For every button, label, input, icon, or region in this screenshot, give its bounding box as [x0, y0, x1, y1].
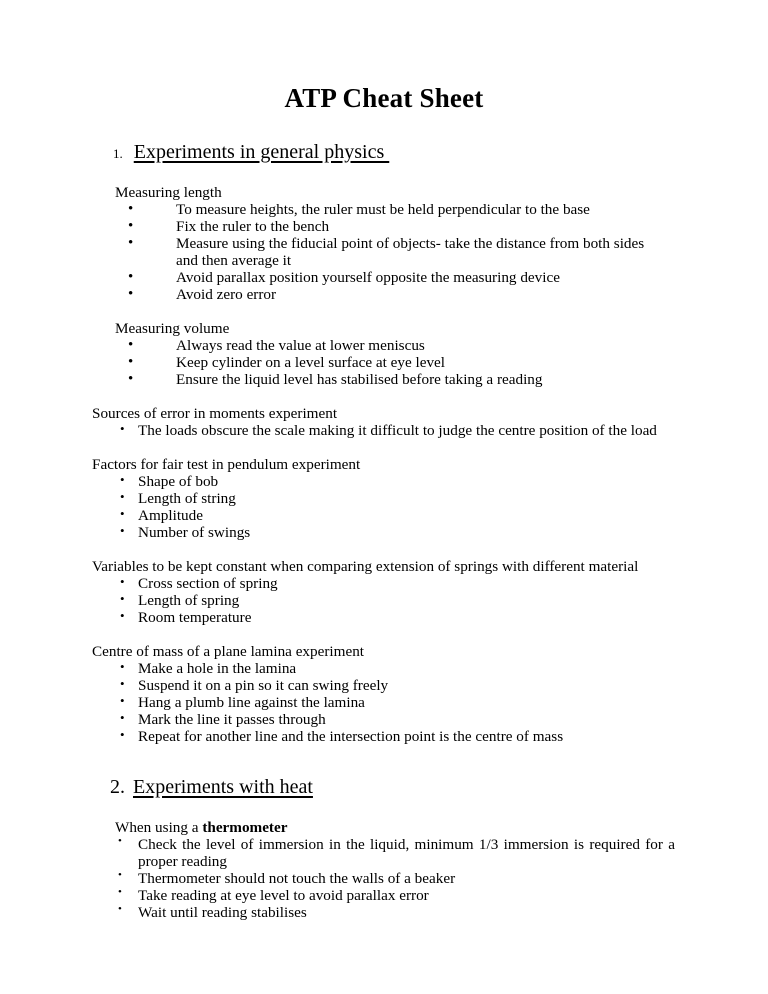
group-title: Measuring length — [115, 183, 222, 201]
list-item-text: Suspend it on a pin so it can swing freely — [138, 677, 389, 695]
group-title-prefix: When using a — [115, 819, 203, 837]
bullet-icon: • — [128, 234, 134, 251]
list-item-text: Length of string — [138, 489, 236, 507]
list-item — [120, 728, 668, 745]
section-number-1: 1. — [113, 145, 123, 161]
group-centre-of-mass — [92, 643, 668, 745]
group-pendulum-fair-test — [92, 456, 668, 541]
section-heading-1-text: Experiments in general physics — [133, 140, 390, 163]
section-heading-2 — [0, 775, 768, 799]
list-item-text: To measure heights, the ruler must be held perpendicular to the base — [176, 200, 590, 218]
list-item-text: Mark the line it passes through — [138, 711, 326, 729]
bullet-icon: • — [120, 608, 125, 624]
group-title: Centre of mass of a plane lamina experiment — [92, 643, 365, 661]
bullet-icon: • — [128, 200, 134, 217]
group-title: Variables to be kept constant when comparing extension of springs with different material — [92, 557, 639, 575]
group-title: Factors for fair test in pendulum experiment — [92, 455, 361, 473]
group-title: Sources of error in moments experiment — [92, 404, 338, 422]
list-item — [120, 711, 668, 728]
bullet-icon: • — [120, 710, 125, 726]
list-item — [118, 836, 675, 870]
list-item — [118, 904, 675, 921]
list-item — [120, 490, 668, 507]
list-item-text: Avoid zero error — [176, 285, 277, 303]
list-item — [120, 660, 668, 677]
bullet-icon: • — [120, 471, 125, 487]
list-item — [128, 336, 668, 354]
bullet-list — [118, 836, 675, 921]
bullet-icon: • — [128, 370, 134, 387]
list-item — [120, 507, 668, 524]
list-item-text: Keep cylinder on a level surface at eye level — [176, 353, 446, 371]
list-item-text: Thermometer should not touch the walls of a beaker — [138, 870, 456, 888]
bullet-list — [128, 200, 668, 303]
list-item — [120, 694, 668, 711]
section-heading-1 — [0, 140, 768, 164]
list-item-text: Ensure the liquid level has stabilised before taking a reading — [176, 370, 543, 388]
group-spring-variables — [92, 558, 668, 626]
list-item — [118, 887, 675, 904]
list-item — [120, 422, 668, 439]
bullet-icon: • — [118, 903, 122, 916]
list-item-text: Check the level of immersion in the liquid, minimum 1/3 immersion is required for a proper reading — [138, 836, 675, 871]
group-title: Measuring volume — [115, 319, 230, 337]
list-item — [120, 609, 668, 626]
list-item-text: Take reading at eye level to avoid parallax error — [138, 887, 429, 905]
bullet-list — [120, 575, 668, 626]
bullet-icon: • — [120, 505, 125, 521]
list-item-text: Room temperature — [138, 609, 252, 627]
bullet-list — [120, 422, 668, 439]
list-item — [128, 217, 668, 235]
bullet-icon: • — [118, 835, 122, 848]
group-measuring-volume — [115, 320, 668, 388]
bullet-icon: • — [120, 693, 125, 709]
bullet-list — [120, 660, 668, 745]
group-title — [115, 819, 675, 836]
section-number-2: 2. — [110, 776, 125, 799]
bullet-icon: • — [128, 285, 134, 302]
bullet-icon: • — [120, 676, 125, 692]
list-item — [128, 370, 668, 388]
bullet-list — [120, 473, 668, 541]
group-measuring-length — [115, 184, 668, 303]
list-item-text: Hang a plumb line against the lamina — [138, 694, 365, 712]
bullet-icon: • — [128, 268, 134, 285]
page-title: ATP Cheat Sheet — [284, 83, 484, 113]
list-item — [118, 870, 675, 887]
list-item-text: Always read the value at lower meniscus — [176, 336, 425, 354]
list-item — [128, 200, 668, 218]
group-title-bold: thermometer — [202, 819, 288, 837]
bullet-icon: • — [120, 573, 125, 589]
list-item-text: Length of spring — [138, 592, 240, 609]
bullet-icon: • — [118, 886, 122, 899]
list-item — [120, 524, 668, 541]
list-item-text: Fix the ruler to the bench — [176, 217, 330, 235]
list-item-text: Avoid parallax position yourself opposite the measuring device — [176, 268, 560, 286]
list-item — [128, 353, 668, 371]
list-item — [120, 473, 668, 490]
list-item-text: Measure using the fiducial point of objects- take the distance from both sides and then average it — [176, 234, 645, 269]
bullet-icon: • — [128, 353, 134, 370]
group-thermometer — [115, 819, 675, 921]
list-item — [128, 285, 668, 303]
bullet-icon: • — [120, 591, 125, 606]
list-item — [120, 592, 668, 609]
list-item-text: Number of swings — [138, 523, 251, 541]
bullet-icon: • — [120, 727, 125, 743]
section-heading-2-text: Experiments with heat — [133, 776, 313, 799]
bullet-icon: • — [120, 522, 125, 538]
list-item-text: Amplitude — [138, 506, 203, 524]
list-item — [128, 268, 668, 286]
bullet-icon: • — [128, 217, 134, 234]
bullet-icon: • — [120, 420, 125, 436]
list-item — [120, 575, 668, 592]
bullet-icon: • — [120, 659, 125, 675]
list-item-text: The loads obscure the scale making it difficult to judge the centre position of the load — [138, 421, 657, 439]
list-item-text: Cross section of spring — [138, 574, 278, 592]
group-sources-of-error — [92, 405, 668, 439]
list-item — [120, 677, 668, 694]
list-item-text: Wait until reading stabilises — [138, 904, 307, 922]
list-item-text: Repeat for another line and the intersection point is the centre of mass — [138, 728, 564, 746]
bullet-icon: • — [128, 336, 134, 353]
bullet-list — [128, 336, 668, 388]
bullet-icon: • — [118, 869, 122, 882]
list-item-text: Make a hole in the lamina — [138, 660, 297, 678]
list-item — [128, 234, 668, 269]
bullet-icon: • — [120, 488, 125, 504]
list-item-text: Shape of bob — [138, 472, 219, 490]
